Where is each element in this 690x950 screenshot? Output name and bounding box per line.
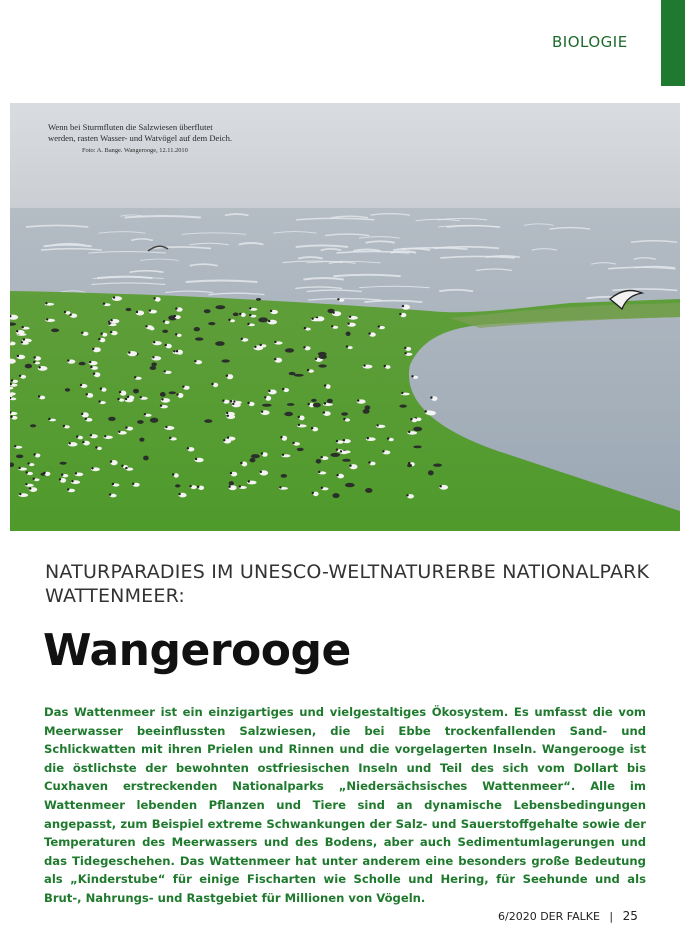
photo-caption	[48, 122, 238, 156]
photo-scene	[10, 103, 680, 531]
page-footer	[498, 909, 638, 923]
magazine-name: DER FALKE	[540, 910, 600, 923]
hero-photo	[10, 103, 680, 531]
sky	[10, 103, 680, 218]
page-number: 25	[622, 909, 638, 923]
article-subtitle: NATURPARADIES IM UNESCO-WELTNATURERBE NATIONALPARK WATTENMEER:	[45, 561, 650, 607]
footer-separator: |	[609, 910, 614, 923]
section-label: BIOLOGIE	[552, 33, 628, 51]
photo-credit: Foto: A. Bange. Wangerooge, 12.11.2010	[82, 147, 188, 154]
section-color-tab	[661, 0, 685, 86]
issue-number: 6/2020	[498, 910, 537, 923]
article-title: Wangerooge	[43, 625, 351, 676]
caption-text: Wenn bei Sturmfluten die Salzwiesen überflutet werden, rasten Wasser- und Watvögel auf dem Deich.	[48, 122, 233, 143]
article-lead: Das Wattenmeer ist ein einzigartiges und vielgestaltiges Ökosystem. Es umfasst die vom Meerwasser beeinflussten Salzwiesen, die bei Ebbe trockenfallenden Sand- und Schlickwatten mit ihren Prielen und Rinnen und die vorgelagerten Inseln. Wangerooge ist die östlichste der bewohnten ostfriesischen Inseln und Teil des sich vom Dollart bis Cuxhaven erstreckenden Nationalparks „Niedersächsisches Wattenmeer“. Alle im Wattenmeer lebenden Pflanzen und Tiere sind an dynamische Lebensbedingungen angepasst, zum Beispiel extreme Schwankungen der Salz- und Sauerstoffgehalte sowie der Temperaturen des Meerwassers und des Bodens, aber auch Sedimentumlagerungen und das Tidegeschehen. Das Wattenmeer hat unter anderem eine besonders große Bedeutung als „Kinderstube“ für einige Fischarten wie Scholle und Hering, für Seehunde und als Brut-, Nahrungs- und Rastgebiet für Millionen von Vögeln.	[44, 705, 646, 905]
